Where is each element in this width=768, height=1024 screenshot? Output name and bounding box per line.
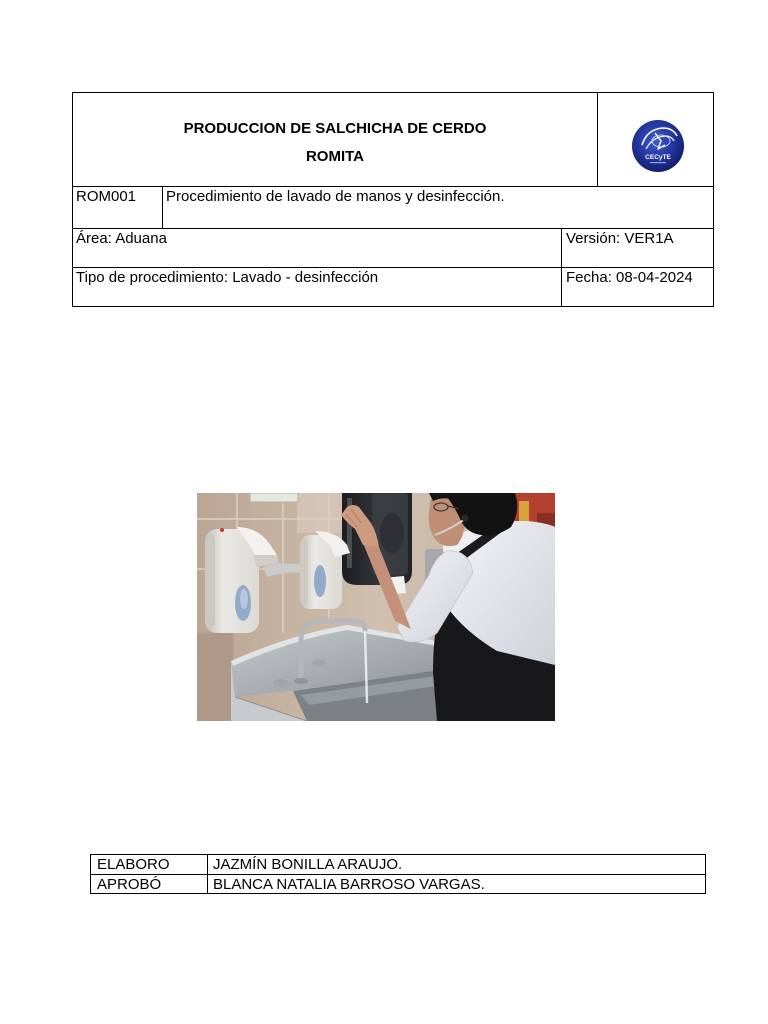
procedure-code: ROM001 [73, 187, 163, 228]
signature-row [91, 875, 705, 893]
signature-name: BLANCA NATALIA BARROSO VARGAS. [213, 876, 485, 893]
signature-role: ELABORO [91, 855, 208, 874]
logo-cell [598, 93, 713, 186]
version-field: Versión: VER1A [566, 230, 674, 247]
logo-text: CECyTE [645, 154, 671, 161]
title-cell [73, 93, 598, 186]
wall-sign [250, 493, 298, 502]
signature-name: JAZMÍN BONILLA ARAUJO. [213, 856, 403, 873]
area-version-row [73, 229, 713, 268]
handwashing-photo [197, 493, 555, 721]
signature-row [91, 855, 705, 875]
header-table [72, 92, 714, 307]
signatures-table [90, 854, 706, 894]
procedure-row [73, 187, 713, 229]
title-row [73, 93, 713, 187]
procedure-type-field: Tipo de procedimiento: Lavado - desinfección [73, 268, 562, 306]
document-title: PRODUCCION DE SALCHICHA DE CERDO [183, 120, 487, 137]
document-subtitle: ROMITA [305, 148, 365, 165]
signature-role: APROBÓ [91, 875, 208, 893]
type-date-row [73, 268, 713, 306]
area-field: Área: Aduana [73, 229, 562, 267]
date-field: Fecha: 08-04-2024 [566, 269, 693, 286]
cecyte-logo [631, 119, 685, 173]
procedure-name: Procedimiento de lavado de manos y desinfección. [166, 188, 505, 205]
